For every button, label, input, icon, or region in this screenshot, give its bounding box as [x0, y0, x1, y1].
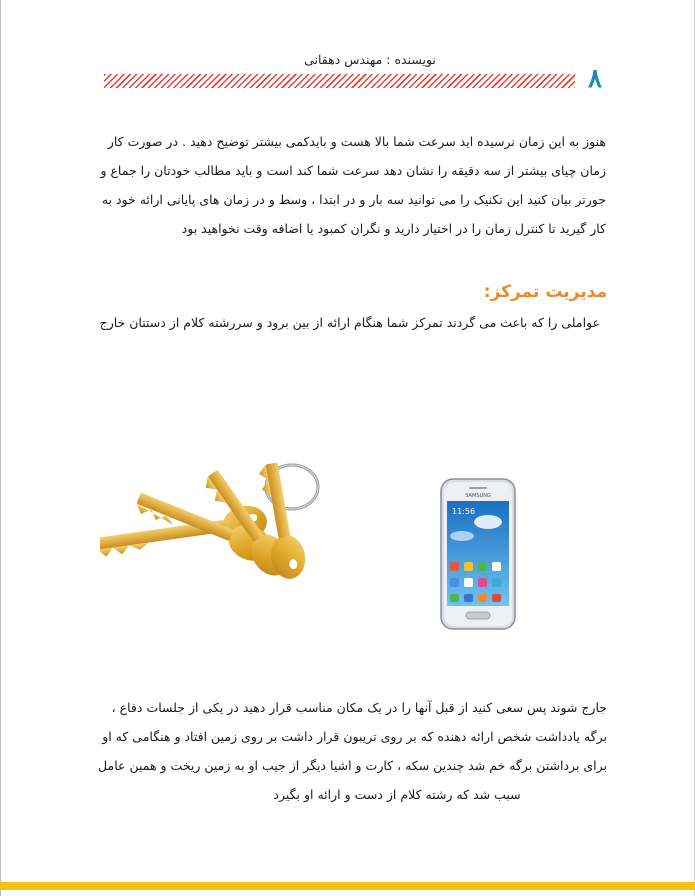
page-number: ۸: [588, 64, 602, 94]
keys-icon: [100, 455, 330, 640]
paragraph-focus-example: [97, 693, 607, 809]
paragraph-line: سبب شد که رشته کلام از دست و ارائه او بگیرد: [273, 787, 521, 802]
paragraph-time-management: [96, 127, 606, 243]
smartphone-icon: [440, 478, 516, 630]
phone-brand-label: SAMSUNG: [465, 493, 491, 499]
paragraph-line: جورتر بیان کنید این تکنیک را می توانید سه بار و در ابتدا ، وسط و در زمان های پایانی ارائه خود به: [101, 192, 606, 207]
section-intro: [100, 308, 600, 338]
paragraph-line: عواملی را که باعث می گردند تمرکز شما هنگام ارائه از بین برود و سررشته کلام از دستتان خارج: [99, 315, 600, 330]
page-border-left: [0, 0, 1, 896]
header-hatch-bar: [104, 74, 575, 88]
paragraph-line: جارج شوند پس سعی کنید از قبل آنها را در یک مکان مناسب قرار دهید در یکی از جلسات دفاع ،: [111, 700, 607, 715]
header-author: نویسنده : مهندس دهقانی: [304, 52, 436, 67]
paragraph-line: هنوز به این زمان نرسیده اید سرعت شما بالا هست و بایدکمی بیشتر توضیح دهید . در صورت کار: [107, 134, 606, 149]
phone-clock-label: 11:56: [452, 507, 476, 516]
paragraph-line: برای برداشتن برگه خم شد چندین سکه ، کارت و اشیا دیگر از جیب او به زمین ریخت و همین عامل: [98, 758, 607, 773]
paragraph-line: زمان چیای بیشتر از سه دقیقه را نشان دهد سرعت شما کند است و باید مطالب خودتان را جماع و: [100, 163, 606, 178]
paragraph-line: کار گیرید تا کنترل زمان را در اختیار دارید و نگران کمبود یا اضافه وقت نخواهید بود: [181, 221, 606, 236]
paragraph-line: برگه یادداشت شخص ارائه دهنده که بر روی تریبون قرار داشت بر روی زمین افتاد و هنگامی که او: [102, 729, 607, 744]
footer-rule: [0, 882, 695, 890]
section-title: مدیریت تمرکز:: [483, 282, 607, 302]
